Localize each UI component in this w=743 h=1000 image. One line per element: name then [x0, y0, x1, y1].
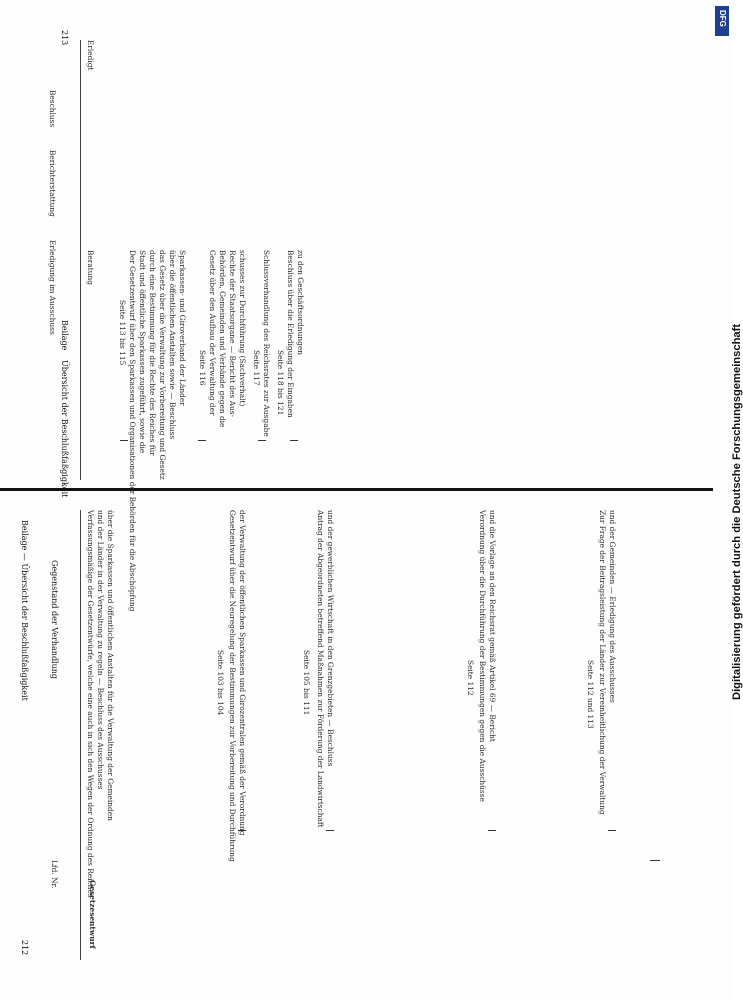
bottom-entry-marker-4 [608, 830, 616, 831]
top-entry-marker-2 [198, 440, 206, 441]
bottom-end-marker [650, 860, 660, 861]
top-entry-line: Beschluss über die Erledigung der Eingaben [286, 250, 295, 418]
top-col-label-beratung: Beratung [86, 250, 95, 285]
bottom-para-line: und der gewerblichen Wirtschaft in den Grenzgebieten — Beschluss [326, 510, 335, 767]
bottom-page-ref-1: Seite 103 bis 104 [216, 650, 225, 716]
bottom-column-rule [80, 510, 81, 960]
top-entry-line: das Gesetz über die Verwaltung zur Vorbereitung und Gesetz [158, 250, 167, 480]
bottom-header: Beilage — Übersicht der Beschlußfaßgigkeit [20, 520, 29, 701]
top-entry-line: zu den Geschäftsordnungen [296, 250, 305, 355]
top-entry-page-ref-2: Seite 116 [198, 350, 207, 386]
bottom-col-label-lfd: Lfd. Nr. [50, 860, 59, 889]
bottom-para-line: der Verwaltung der öffentlichen Sparkassen und Girozentralen gemäß der Verordnung [238, 510, 247, 836]
top-col-bericht: Berichterstattung [48, 150, 57, 217]
bottom-section-title: Gegenstand der Verhandlung [50, 560, 59, 680]
top-header-beilage: Beilage [60, 320, 69, 351]
dfg-watermark [709, 0, 743, 1000]
bottom-para-line: Antrag der Abgeordneten betreffend Maßnahmen zur Förderung der Landwirtschaft [316, 510, 325, 828]
top-column-rule [80, 40, 81, 480]
top-entry-page-ref-3: Seite 117 [252, 350, 261, 386]
top-entry-line: Gesetz über den Aufbau der Verwaltung der [208, 250, 217, 416]
top-entry-line: Schlussverhandlung des Reichsrates zur Ausgabe [262, 250, 271, 437]
top-entry-line: Behörden, Gemeinden und Verbände gegen die [218, 250, 227, 428]
top-header-title: Übersicht der Beschlußfaßgigkeit [60, 360, 69, 498]
top-col-beschluss: Beschluss [48, 90, 57, 128]
bottom-para-line: Gesetzentwurf über die Neuregelung der Bestimmungen zur Vorbereitung und Durchführung [228, 510, 237, 862]
top-page-number: 213 [60, 30, 69, 46]
bottom-page-ref-4: Seite 112 und 113 [586, 660, 595, 729]
bottom-para-line: über die Sparkassen und öffentlichen Anstalten für die Verwaltung der Gemeinden [106, 510, 115, 821]
top-entry-line: Rechte der Staatsorgane — Bericht des Aus- [228, 250, 237, 418]
bottom-para-line: Zur Frage der Beitragsleistung der Länder zur Vereinheitlichung der Verwaltung [598, 510, 607, 815]
top-entry-line: durch eine Bestimmung für die Rechte des Reiches für [148, 250, 157, 456]
top-entry-line: Sparkassen- und Giroverband der Länder [178, 250, 187, 406]
top-entry-marker-3 [258, 440, 266, 441]
dfg-logo: DFG [715, 6, 729, 36]
bottom-margin-note: Gesetzesentwurf [88, 880, 97, 949]
top-entry-marker-4 [290, 440, 298, 441]
top-entry-line: Der Gesetzentwurf über den Sparkassen und Organisationen der Behörden für die Abschöpfung [128, 250, 137, 612]
top-entry-page-ref-1: Seite 113 bis 115 [118, 300, 127, 366]
top-col-label-erledigt: Erledigt [86, 40, 95, 71]
page-fold-line [0, 488, 713, 491]
bottom-page-ref-3: Seite 112 [466, 660, 475, 696]
bottom-para-line: Verordnung über die Durchführung der Bestimmungen gegen die Ausschüsse [478, 510, 487, 802]
dfg-watermark-text: Digitalisierung gefördert durch die Deutsche Forschungsgemeinschaft [731, 323, 743, 700]
top-entry-line: über die öffentlichen Anstalten sowie — Beschluss [168, 250, 177, 440]
bottom-entry-marker-2 [326, 830, 334, 831]
bottom-para-line: Verfassungsmäßige der Gesetzentwürfe, welche eine auch in sich den Wegen der Ordnung des Reiches [86, 510, 95, 898]
bottom-page-number: 212 [20, 940, 29, 956]
top-entry-page-ref-4: Seite 118 bis 121 [276, 350, 285, 416]
bottom-para-line: und der Länder in der Verwaltung zu regeln — Beschluss des Ausschusses [96, 510, 105, 790]
bottom-entry-marker-3 [488, 830, 496, 831]
bottom-para-line: und der Gemeinden — Erledigung des Ausschusses [608, 510, 617, 703]
top-entry-line: schusses zur Durchführung (Sachverhalt) [238, 250, 247, 407]
top-col-erledigung: Erledigung im Ausschuss [48, 240, 57, 335]
bottom-para-line: und die Vorlage an den Reichsrat gemäß Artikel 69 — Bericht [488, 510, 497, 742]
bottom-page-ref-2: Seite 105 bis 111 [302, 650, 311, 716]
top-entry-line: Stadt und öffentliche Sparkassen zugeführt, sowie die [138, 250, 147, 454]
